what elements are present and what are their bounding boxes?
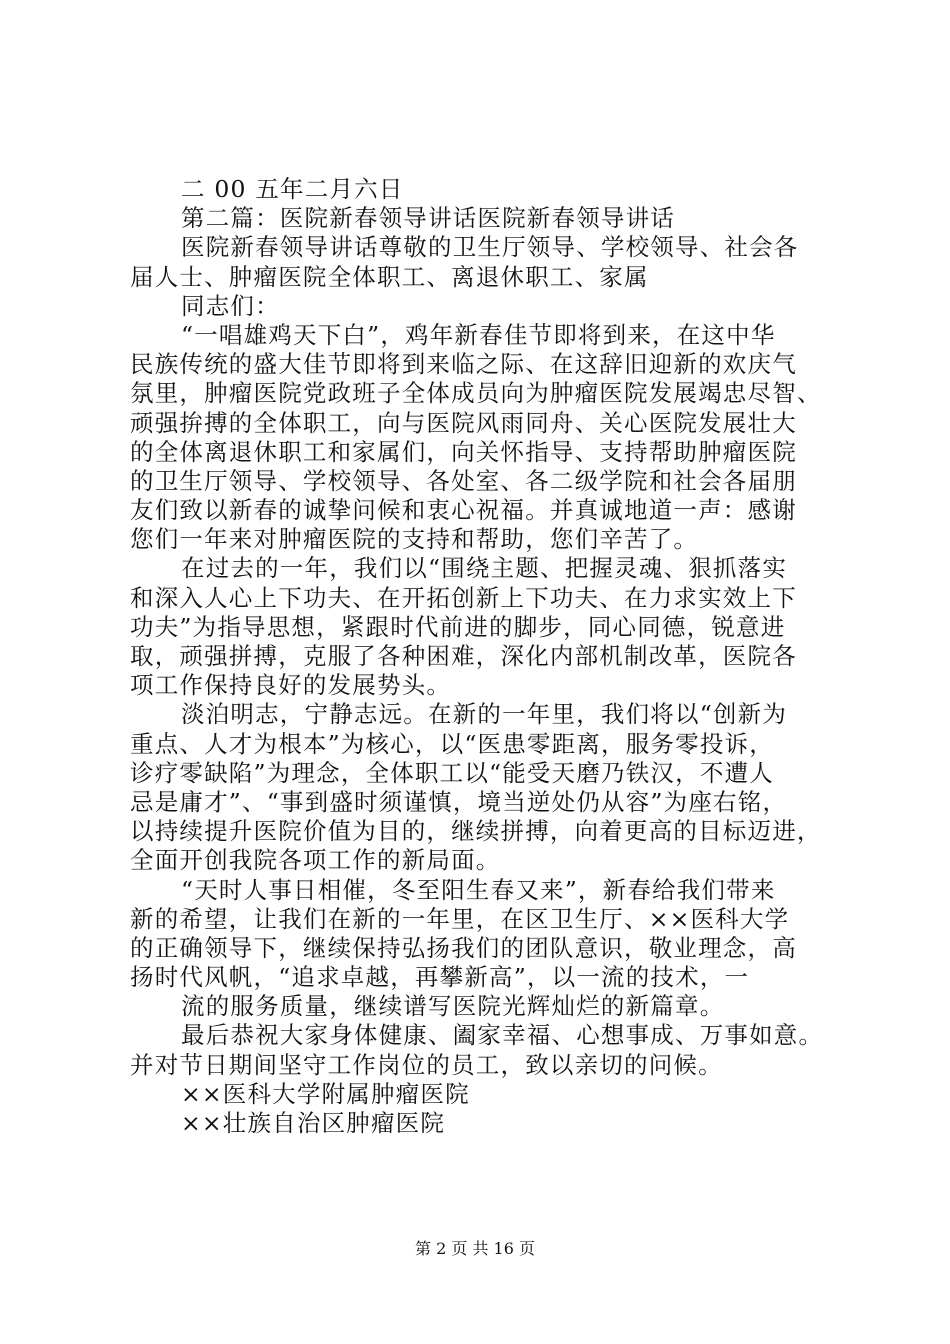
text-line: 诊疗零缺陷”为理念，全体职工以“能受天磨乃铁汉，不遭人 [130, 758, 774, 787]
text-line: 并对节日期间坚守工作岗位的员工，致以亲切的问候。 [130, 1050, 723, 1079]
text-line: “一唱雄鸡天下白”，鸡年新春佳节即将到来，在这中华 [181, 320, 776, 349]
text-line: 扬时代风帆，“追求卓越，再攀新高”，以一流的技术，一 [130, 963, 750, 992]
text-line: “天时人事日相催，冬至阳生春又来”，新春给我们带来 [181, 875, 776, 904]
text-line: 以持续提升医院价值为目的，继续拼搏，向着更高的目标迈进， [130, 817, 822, 846]
text-line: 流的服务质量，继续谱写医院光辉灿烂的新篇章。 [181, 992, 725, 1021]
text-line: 民族传统的盛大佳节即将到来临之际、在这辞旧迎新的欢庆气 [130, 350, 797, 379]
text-line: 医院新春领导讲话尊敬的卫生厅领导、学校领导、社会各 [181, 233, 799, 262]
section-heading: 第二篇：医院新春领导讲话医院新春领导讲话 [181, 204, 675, 233]
signature-line: ××医科大学附属肿瘤医院 [181, 1079, 470, 1108]
text-line: 功夫”为指导思想，紧跟时代前进的脚步，同心同德，锐意进 [130, 612, 786, 641]
text-line: 您们一年来对肿瘤医院的支持和帮助，您们辛苦了。 [130, 525, 699, 554]
document-body [130, 175, 840, 1138]
text-line: 重点、人才为根本”为核心，以“医患零距离，服务零投诉， [130, 729, 774, 758]
text-line: 友们致以新春的诚挚问候和衷心祝福。并真诚地道一声：感谢 [130, 496, 797, 525]
text-line: 和深入人心上下功夫、在开拓创新上下功夫、在力求实效上下 [130, 583, 797, 612]
text-line: 的全体离退休职工和家属们，向关怀指导、支持帮助肿瘤医院 [130, 437, 797, 466]
text-line: 最后恭祝大家身体健康、阖家幸福、心想事成、万事如意。 [181, 1021, 824, 1050]
text-line: 淡泊明志，宁静志远。在新的一年里，我们将以“创新为 [181, 700, 788, 729]
page-number-footer: 第 2 页 共 16 页 [415, 1239, 535, 1258]
text-line: 届人士、肿瘤医院全体职工、离退休职工、家属 [130, 262, 649, 291]
text-line: 在过去的一年，我们以“围绕主题、把握灵魂、狠抓落实 [181, 554, 788, 583]
text-line: 氛里，肿瘤医院党政班子全体成员向为肿瘤医院发展竭忠尽智、 [130, 379, 822, 408]
text-line: 顽强拚搏的全体职工，向与医院风雨同舟、关心医院发展壮大 [130, 408, 797, 437]
text-line: 新的希望，让我们在新的一年里，在区卫生厅、××医科大学 [130, 904, 790, 933]
salutation: 同志们： [181, 291, 280, 320]
signature-line: ××壮族自治区肿瘤医院 [181, 1109, 446, 1137]
text-line: 的卫生厅领导、学校领导、各处室、各二级学院和社会各届朋 [130, 466, 797, 495]
text-line: 的正确领导下，继续保持弘扬我们的团队意识，敬业理念，高 [130, 933, 797, 962]
text-line: 取，顽强拼搏，克服了各种困难，深化内部机制改革，医院各 [130, 642, 797, 670]
text-line: 全面开创我院各项工作的新局面。 [130, 846, 501, 875]
date-line: 二 00 五年二月六日 [181, 175, 404, 203]
text-line: 忌是庸才”、“事到盛时须谨慎，境当逆处仍从容”为座右铭， [130, 787, 788, 816]
text-line: 项工作保持良好的发展势头。 [130, 671, 452, 700]
